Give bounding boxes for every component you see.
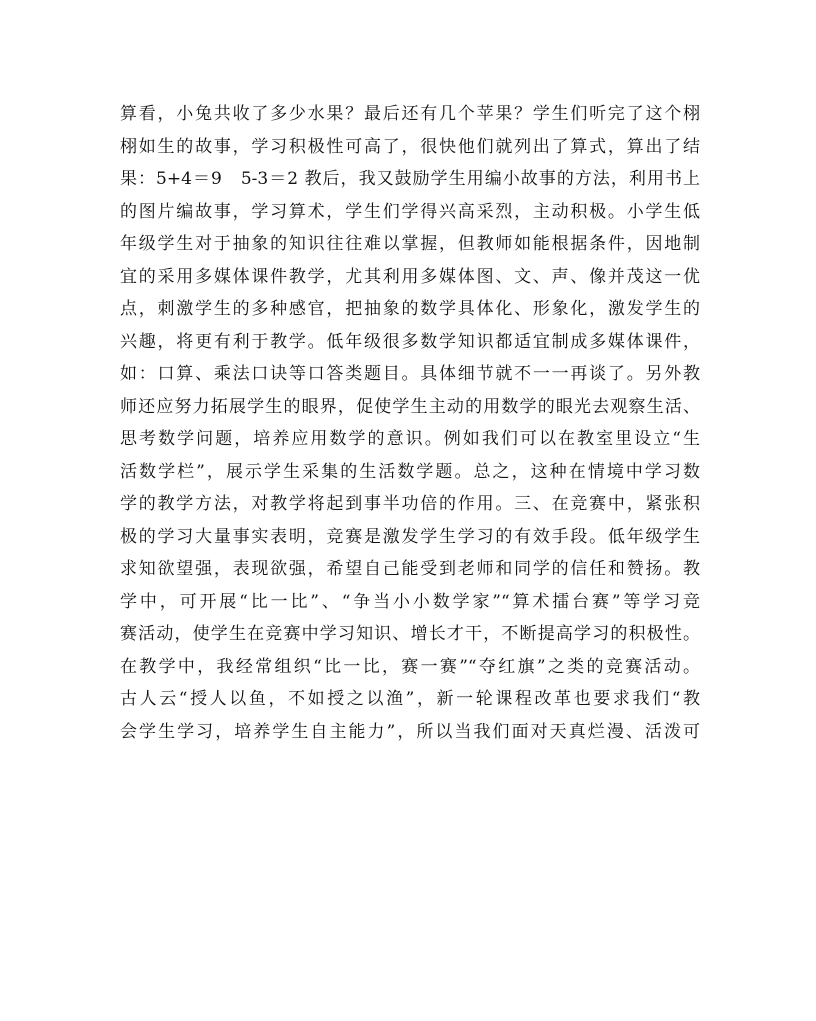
text-line: 宜的采用多媒体课件教学，尤其利用多媒体图、文、声、像并茂这一优 — [120, 266, 700, 287]
text-line: 在教学中，我经常组织“比一比，赛一赛”“夺红旗”之类的竞赛活动。 — [120, 656, 700, 677]
text-line: 思考数学问题，培养应用数学的意识。例如我们可以在教室里设立“生 — [120, 429, 700, 449]
text-line: 兴趣，将更有利于教学。低年级很多数学知识都适宜制成多媒体课件， — [120, 331, 700, 352]
text-line: 算看，小兔共收了多少水果？最后还有几个苹果？学生们听完了这个栩 — [120, 104, 700, 124]
text-line: 赛活动，使学生在竞赛中学习知识、增长才干，不断提高学习的积极性。 — [120, 624, 700, 644]
body-text — [120, 98, 700, 748]
text-line: 师还应努力拓展学生的眼界，促使学生主动的用数学的眼光去观察生活、 — [120, 396, 700, 417]
text-line: 活数学栏”，展示学生采集的生活数学题。总之，这种在情境中学习数 — [120, 461, 700, 482]
text-line: 古人云“授人以鱼，不如授之以渔”，新一轮课程改革也要求我们“教 — [120, 689, 700, 709]
text-line: 如：口算、乘法口诀等口答类题目。具体细节就不一一再谈了。另外教 — [120, 364, 700, 384]
text-line: 年级学生对于抽象的知识往往难以掌握，但教师如能根据条件，因地制 — [120, 234, 700, 254]
text-line: 求知欲望强，表现欲强，希望自己能受到老师和同学的信任和赞扬。教 — [120, 559, 700, 579]
text-line: 学的教学方法，对教学将起到事半功倍的作用。三、在竞赛中，紧张积 — [120, 494, 700, 514]
text-line: 果：5+4＝9 5-3＝2 教后，我又鼓励学生用编小故事的方法，利用书上 — [120, 169, 700, 189]
text-line: 栩如生的故事，学习积极性可高了，很快他们就列出了算式，算出了结 — [120, 136, 700, 157]
text-line: 极的学习大量事实表明，竞赛是激发学生学习的有效手段。低年级学生 — [120, 526, 700, 547]
text-line: 会学生学习，培养学生自主能力”，所以当我们面对天真烂漫、活泼可 — [120, 721, 700, 742]
text-line: 的图片编故事，学习算术，学生们学得兴高采烈，主动积极。小学生低 — [120, 201, 700, 222]
text-line: 点，刺激学生的多种感官，把抽象的数学具体化、形象化，激发学生的 — [120, 299, 700, 319]
text-line: 学中，可开展“比一比”、“争当小小数学家”“算术擂台赛”等学习竞 — [120, 591, 700, 612]
